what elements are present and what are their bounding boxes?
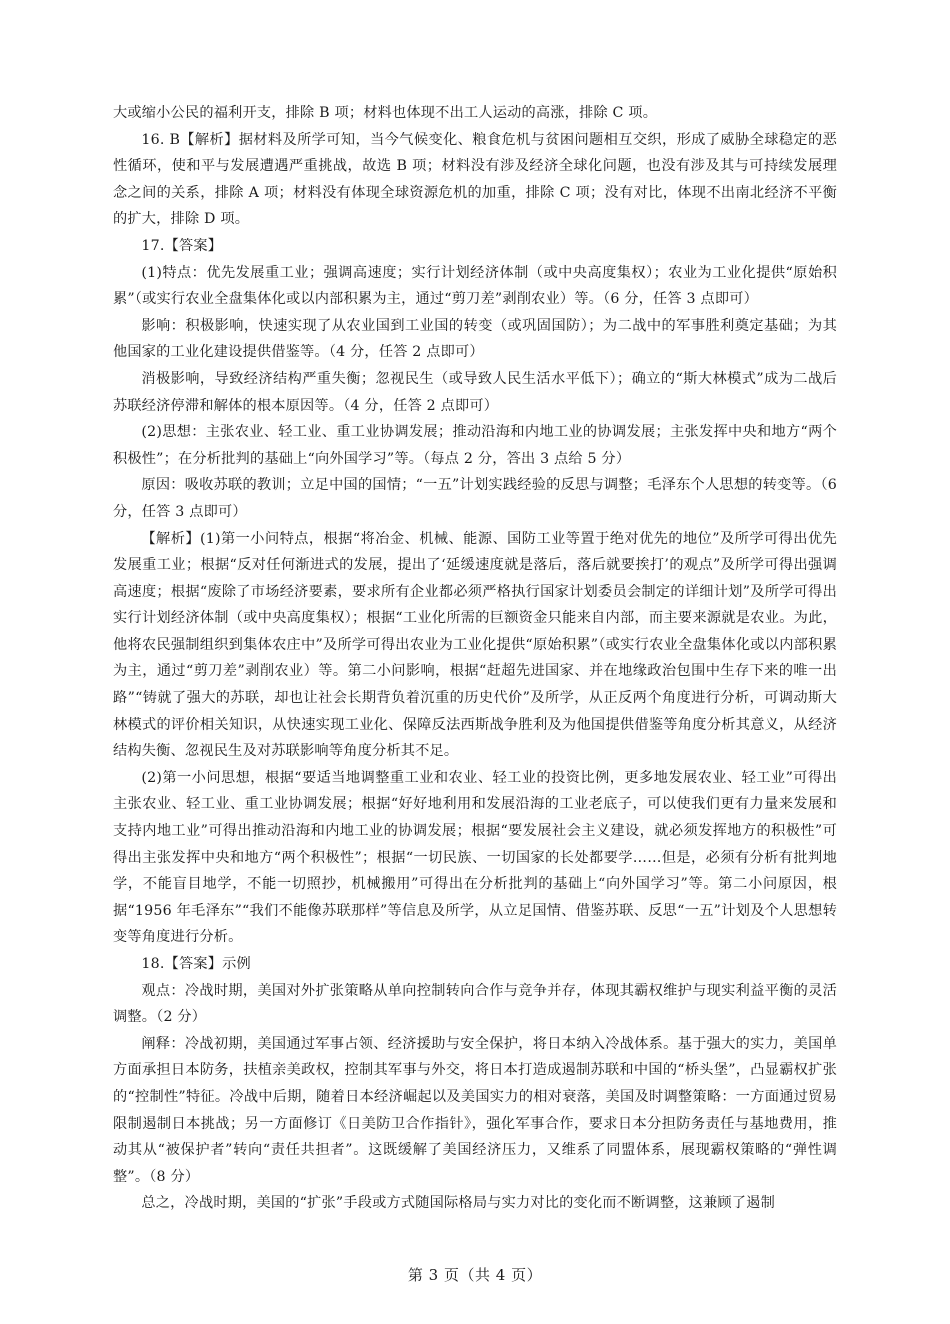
- paragraph-q17-part1-features: (1)特点：优先发展重工业；强调高速度；实行计划经济体制（或中央高度集权）；农业为工业化提供“原始积累”（或实行农业全盘集体化或以内部积累为主，通过“剪刀差”剥削农业）等。（6 分，任答 3 点即可）: [113, 264, 837, 308]
- paragraph-q17-part2-thought: (2)思想：主张农业、轻工业、重工业协调发展；推动沿海和内地工业的协调发展；主张发挥中央和地方“两个积极性”；在分析批判的基础上“向外国学习”等。（每点 2 分，答出 3 点给 5 分）: [113, 424, 837, 467]
- paragraph-q17-heading: 17.【答案】: [141, 237, 223, 254]
- paragraph-q17-positive-impact: 影响：积极影响，快速实现了从农业国到工业国的转变（或巩固国防）；为二战中的军事胜利奠定基础；为其他国家的工业化建设提供借鉴等。（4 分，任答 2 点即可）: [113, 317, 837, 361]
- page-number: 第 3 页（共 4 页）: [407, 1266, 543, 1284]
- paragraph-q17-analysis-1: 【解析】(1)第一小问特点，根据“将冶金、机械、能源、国防工业等置于绝对优先的地位”及所学可得出优先发展重工业；根据“反对任何渐进式的发展，提出了‘延缓速度就是落后，落后就要挨打’的观点”及所学可得出强调高速度；根据“废除了市场经济要素，要求所有企业都必须严格执行国家计划委员会制定的详细计划”及所学可得出实行计划经济体制（或中央高度集权）；根据“工业化所需的巨额资金只能来自内部，而主要来源就是农业。为此，他将农民强制组织到集体农庄中”及所学可得出农业为工业化提供“原始积累”（或实行农业全盘集体化或以内部积累为主，通过“剪刀差”剥削农业）等。第二小问影响，根据“赶超先进国家、并在地缘政治包围中生存下来的唯一出路”“铸就了强大的苏联，却也让社会长期背负着沉重的历史代价”及所学，从正反两个角度进行分析，可调动斯大林模式的评价相关知识，从快速实现工业化、保障反法西斯战争胜利及为他国提供借鉴等角度分析其意义，从经济结构失衡、忽视民生及对苏联影响等角度分析其不足。: [113, 530, 837, 760]
- paragraph-q18-heading: 18.【答案】示例: [141, 956, 251, 972]
- paragraph-q17-negative-impact: 消极影响，导致经济结构严重失衡；忽视民生（或导致人民生活水平低下）；确立的“斯大林模式”成为二战后苏联经济停滞和解体的根本原因等。（4 分，任答 2 点即可）: [113, 370, 837, 414]
- paragraph-q18-viewpoint: 观点：冷战时期，美国对外扩张策略从单向控制转向合作与竞争并存，体现其霸权维护与现实利益平衡的灵活调整。（2 分）: [113, 982, 837, 1026]
- paragraph-q17-reasons: 原因：吸收苏联的教训；立足中国的国情；“一五”计划实践经验的反思与调整；毛泽东个人思想的转变等。（6 分，任答 3 点即可）: [113, 477, 837, 520]
- paragraph-q18-summary: 总之，冷战时期，美国的“扩张”手段或方式随国际格局与实力对比的变化而不断调整，这兼顾了遏制: [141, 1195, 775, 1212]
- paragraph-continuation: 大或缩小公民的福利开支，排除 B 项；材料也体现不出工人运动的高涨，排除 C 项。: [113, 105, 658, 121]
- paragraph-q18-explanation: 阐释：冷战初期，美国通过军事占领、经济援助与安全保护，将日本纳入冷战体系。基于强大的实力，美国单方面承担日本防务，扶植亲美政权，控制其军事与外交，将日本打造成遏制苏联和中国的“桥头堡”，凸显霸权扩张的“控制性”特征。冷战中后期，随着日本经济崛起以及美国实力的相对衰落，美国及时调整策略：一方面通过贸易限制遏制日本挑战；另一方面修订《日美防卫合作指针》，强化军事合作，要求日本分担防务责任与基地费用，推动其从“被保护者”转向“责任共担者”。这既缓解了美国经济压力，又维系了同盟体系，展现霸权策略的“弹性调整”。（8 分）: [113, 1035, 837, 1185]
- paragraph-q16-analysis: 16. B【解析】据材料及所学可知，当今气候变化、粮食危机与贫困问题相互交织，形成了威胁全球稳定的恶性循环，使和平与发展遭遇严重挑战，故选 B 项；材料没有涉及经济全球化问题，也没有涉及其与可持续发展理念之间的关系，排除 A 项；材料没有体现全球资源危机的加重，排除 C 项；没有对比，体现不出南北经济不平衡的扩大，排除 D 项。: [113, 131, 837, 228]
- document-body: [113, 100, 837, 1217]
- paragraph-q17-analysis-2: (2)第一小问思想，根据“要适当地调整重工业和农业、轻工业的投资比例，更多地发展农业、轻工业”可得出主张农业、轻工业、重工业协调发展；根据“好好地利用和发展沿海的工业老底子，可以使我们更有力量来发展和支持内地工业”可得出推动沿海和内地工业的协调发展；根据“要发展社会主义建设，就必须发挥地方的积极性”可得出主张发挥中央和地方“两个积极性”；根据“一切民族、一切国家的长处都要学……但是，必须有分析有批判地学，不能盲目地学，不能一切照抄，机械搬用”可得出在分析批判的基础上“向外国学习”等。第二小问原因，根据“1956 年毛泽东”“我们不能像苏联那样”等信息及所学，从立足国情、借鉴苏联、反思“一五”计划及个人思想转变等角度进行分析。: [113, 769, 837, 946]
